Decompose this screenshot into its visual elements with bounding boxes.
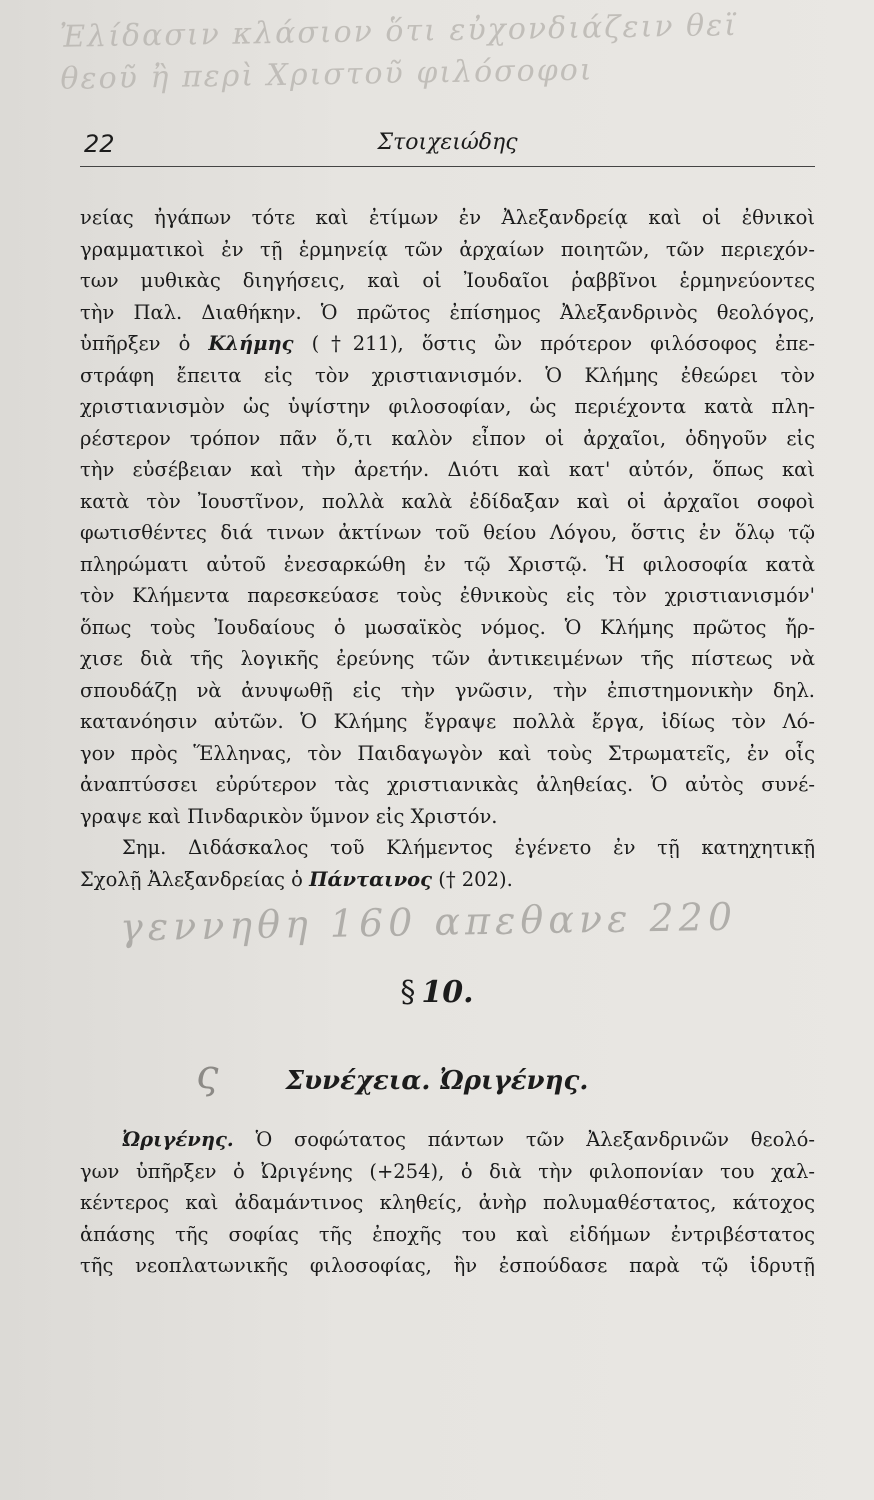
text-line: των μυθικὰς διηγήσεις, καὶ οἱ Ἰουδαῖοι ῥαββῖνοι ἑρμηνεύοντες — [80, 269, 815, 292]
text-line: πληρώματι αὐτοῦ ἐνεσαρκώθη ἐν τῷ Χριστῷ. Ἡ φιλοσοφία κατὰ — [80, 552, 815, 576]
section-number-value: 10. — [421, 975, 474, 1010]
text-line: κατὰ τὸν Ἰουστῖνον, πολλὰ καλὰ ἐδίδαξαν καὶ οἱ ἀρχαῖοι σοφοὶ — [80, 489, 815, 513]
page-number: 22 — [84, 130, 115, 158]
text-fragment: (†211), ὅστις ὢν πρότερον φιλόσοφος ἐπε- — [311, 332, 815, 355]
text-line: γον πρὸς Ἕλληνας, τὸν Παιδαγωγὸν καὶ τοὺς Στρωματεῖς, ἐν οἷς — [80, 741, 815, 765]
name-origenes: Ὠριγένης. — [122, 1128, 234, 1151]
text-fragment: († 202). — [432, 867, 513, 891]
text-line: κατανόησιν αὐτῶν. Ὁ Κλήμης ἔγραψε πολλὰ ἔργα, ἰδίως τὸν Λό- — [80, 710, 815, 733]
name-klemes: Κλήμης — [208, 332, 294, 355]
text-line — [80, 1124, 815, 1156]
text-line: γων ὑπῆρξεν ὁ Ὠριγένης (+254), ὁ διὰ τὴν φιλοπονίαν του χαλ- — [80, 1159, 815, 1183]
text-line: φωτισθέντες διά τινων ἀκτίνων τοῦ θείου Λόγου, ὅστις ἐν ὅλῳ τῷ — [80, 521, 815, 544]
text-line: κέντερος καὶ ἀδαμάντινος κληθείς, ἀνὴρ πολυμαθέστατος, κάτοχος — [80, 1191, 815, 1214]
text-line: σπουδάζῃ νὰ ἀνυψωθῇ εἰς τὴν γνῶσιν, τὴν ἐπιστημονικὴν δηλ. — [80, 678, 815, 702]
text-line: τὴν Παλ. Διαθήκην. Ὁ πρῶτος ἐπίσημος Ἀλεξανδρινὸς θεολόγος, — [80, 300, 815, 324]
page-header — [80, 126, 815, 167]
text-line: τῆς νεοπλατωνικῆς φιλοσοφίας, ἣν ἐσπούδασε παρὰ τῷ ἱδρυτῇ — [80, 1254, 815, 1277]
section-number — [0, 975, 874, 1010]
text-fragment: Σχολῇ Ἀλεξανδρείας ὁ — [80, 867, 310, 891]
handwritten-annotation — [59, 3, 840, 101]
text-line: γραψε καὶ Πινδαρικὸν ὕμνον εἰς Χριστόν. — [80, 804, 498, 828]
note-line — [80, 864, 815, 896]
text-line: ὅπως τοὺς Ἰουδαίους ὁ μωσαϊκὸς νόμος. Ὁ Κλήμης πρῶτος ἤρ- — [80, 615, 815, 639]
main-paragraph — [80, 202, 815, 895]
text-line: χριστιανισμὸν ὡς ὑψίστην φιλοσοφίαν, ὡς περιέχοντα κατὰ πλη- — [80, 395, 815, 418]
section-sign: § — [400, 975, 416, 1010]
text-fragment: Ὁ σοφώτατος πάντων τῶν Ἀλεξανδρινῶν θεολό- — [233, 1128, 815, 1151]
note-line: Σημ. Διδάσκαλος τοῦ Κλήμεντος ἐγένετο ἐν τῇ κατηχητικῇ — [122, 836, 815, 859]
handwritten-line-1: Ἐλίδασιν κλάσιον ὅτι εὐχονδιάζειν θεϊ — [59, 7, 739, 55]
text-line: γραμματικοὶ ἐν τῇ ἑρμηνείᾳ τῶν ἀρχαίων ποιητῶν, τῶν περιεχόν- — [80, 237, 815, 261]
text-fragment: ὑπῆρξεν ὁ — [80, 332, 209, 355]
text-line: τὴν εὐσέβειαν καὶ τὴν ἀρετήν. Διότι καὶ κατ' αὐτόν, ὅπως καὶ — [80, 458, 815, 481]
text-line: ἀναπτύσσει εὐρύτερον τὰς χριστιανικὰς ἀληθείας. Ὁ αὐτὸς συνέ- — [80, 773, 815, 796]
pencil-annotation: γεννηθη 160 απεθανε 220 — [119, 894, 738, 950]
text-line: χισε διὰ τῆς λογικῆς ἐρεύνης τῶν ἀντικειμένων τῆς πίστεως νὰ — [80, 647, 815, 670]
text-line: ἁπάσης τῆς σοφίας τῆς ἐποχῆς του καὶ εἰδήμων ἐντριβέστατος — [80, 1222, 815, 1246]
margin-pencil-mark: ς — [196, 1052, 219, 1098]
section-paragraph — [80, 1124, 815, 1282]
text-line: στράφη ἔπειτα εἰς τὸν χριστιανισμόν. Ὁ Κλήμης ἐθεώρει τὸν — [80, 363, 815, 387]
text-line — [80, 328, 815, 360]
text-line: νείας ἠγάπων τότε καὶ ἐτίμων ἐν Ἀλεξανδρείᾳ καὶ οἱ ἐθνικοὶ — [80, 206, 815, 229]
handwritten-line-2: θεοῦ ἢ περὶ Χριστοῦ φιλόσοφοι — [60, 52, 594, 97]
name-pantainos: Πάνταινος — [309, 867, 433, 891]
text-line: τὸν Κλήμεντα παρεσκεύασε τοὺς ἐθνικοὺς εἰς τὸν χριστιανισμόν' — [80, 584, 815, 607]
text-line: ρέστερον τρόπον πᾶν ὅ,τι καλὸν εἶπον οἱ ἀρχαῖοι, ὁδηγοῦν εἰς — [80, 426, 815, 450]
running-title: Στοιχειώδης — [377, 130, 518, 155]
section-title: Συνέχεια. Ὠριγένης. — [285, 1066, 589, 1096]
